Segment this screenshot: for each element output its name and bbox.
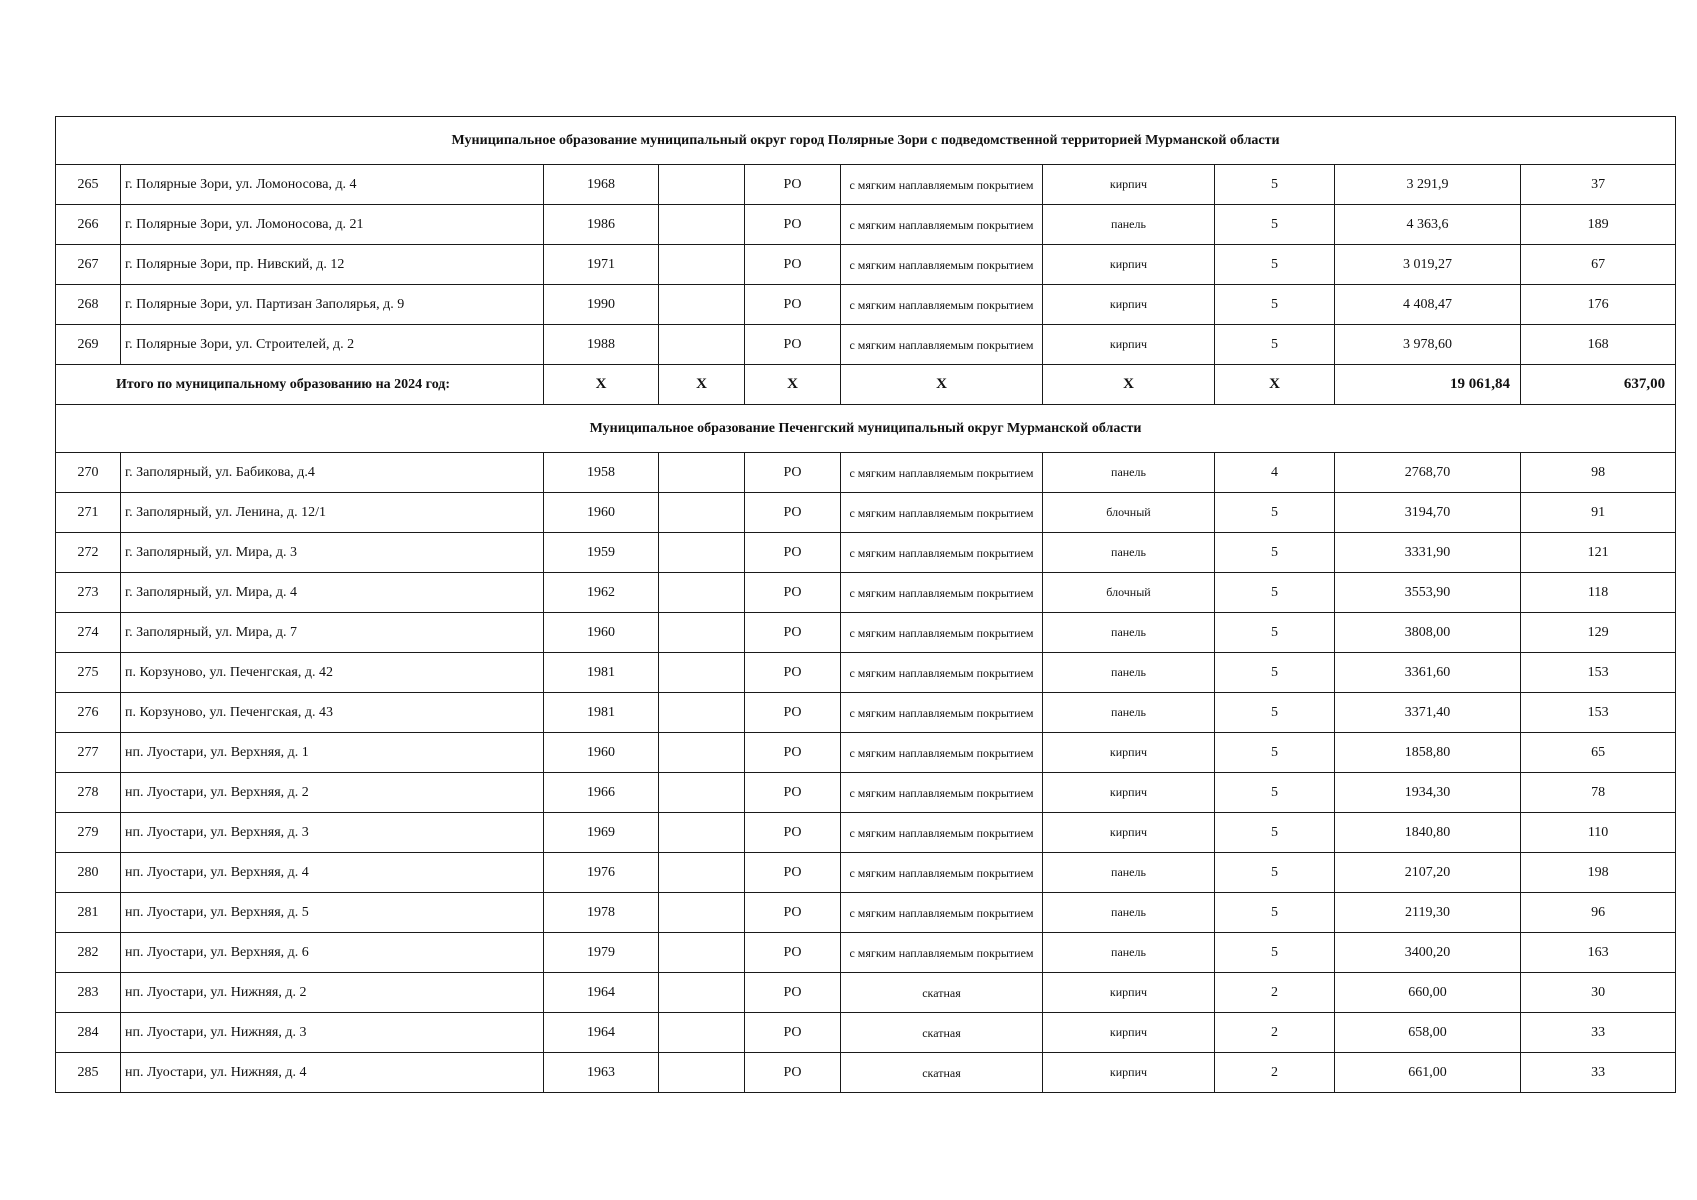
area-cell: 3331,90 bbox=[1335, 533, 1521, 573]
wall-material-cell: кирпич bbox=[1043, 773, 1215, 813]
empty-cell bbox=[659, 653, 745, 693]
residents-cell: 96 bbox=[1521, 893, 1676, 933]
empty-cell bbox=[659, 453, 745, 493]
floors-cell: 5 bbox=[1215, 773, 1335, 813]
area-cell: 3 019,27 bbox=[1335, 245, 1521, 285]
type-cell: РО bbox=[745, 245, 841, 285]
table-body bbox=[56, 117, 1676, 1093]
row-number-cell: 282 bbox=[56, 933, 121, 973]
empty-cell bbox=[659, 165, 745, 205]
residents-cell: 189 bbox=[1521, 205, 1676, 245]
wall-material-cell: панель bbox=[1043, 653, 1215, 693]
row-number-cell: 272 bbox=[56, 533, 121, 573]
wall-material-cell: кирпич bbox=[1043, 1013, 1215, 1053]
table-row bbox=[56, 653, 1676, 693]
year-cell: 1963 bbox=[544, 1053, 659, 1093]
type-cell: РО bbox=[745, 285, 841, 325]
type-cell: РО bbox=[745, 1053, 841, 1093]
table-row bbox=[56, 285, 1676, 325]
residents-cell: 163 bbox=[1521, 933, 1676, 973]
total-area-cell: 19 061,84 bbox=[1335, 365, 1521, 405]
row-number-cell: 283 bbox=[56, 973, 121, 1013]
table-row bbox=[56, 245, 1676, 285]
address-cell: нп. Луостари, ул. Верхняя, д. 4 bbox=[121, 853, 544, 893]
area-cell: 2107,20 bbox=[1335, 853, 1521, 893]
type-cell: РО bbox=[745, 773, 841, 813]
table-row bbox=[56, 933, 1676, 973]
empty-cell bbox=[659, 693, 745, 733]
wall-material-cell: панель bbox=[1043, 205, 1215, 245]
residents-cell: 129 bbox=[1521, 613, 1676, 653]
empty-cell bbox=[659, 325, 745, 365]
table-row bbox=[56, 853, 1676, 893]
year-cell: 1964 bbox=[544, 973, 659, 1013]
type-cell: РО bbox=[745, 165, 841, 205]
address-cell: г. Полярные Зори, ул. Ломоносова, д. 21 bbox=[121, 205, 544, 245]
floors-cell: 5 bbox=[1215, 893, 1335, 933]
table-row bbox=[56, 693, 1676, 733]
floors-cell: 5 bbox=[1215, 533, 1335, 573]
area-cell: 3194,70 bbox=[1335, 493, 1521, 533]
roof-type-cell: с мягким наплавляемым покрытием bbox=[841, 245, 1043, 285]
row-number-cell: 273 bbox=[56, 573, 121, 613]
address-cell: нп. Луостари, ул. Верхняя, д. 5 bbox=[121, 893, 544, 933]
residents-cell: 91 bbox=[1521, 493, 1676, 533]
empty-cell bbox=[659, 813, 745, 853]
type-cell: РО bbox=[745, 613, 841, 653]
residents-cell: 153 bbox=[1521, 653, 1676, 693]
roof-type-cell: с мягким наплавляемым покрытием bbox=[841, 773, 1043, 813]
wall-material-cell: кирпич bbox=[1043, 165, 1215, 205]
roof-type-cell: с мягким наплавляемым покрытием bbox=[841, 325, 1043, 365]
roof-type-cell: с мягким наплавляемым покрытием bbox=[841, 693, 1043, 733]
empty-cell bbox=[659, 933, 745, 973]
empty-cell bbox=[659, 245, 745, 285]
wall-material-cell: панель bbox=[1043, 453, 1215, 493]
empty-cell bbox=[659, 533, 745, 573]
address-cell: п. Корзуново, ул. Печенгская, д. 43 bbox=[121, 693, 544, 733]
floors-cell: 5 bbox=[1215, 325, 1335, 365]
address-cell: г. Заполярный, ул. Ленина, д. 12/1 bbox=[121, 493, 544, 533]
section-header-row bbox=[56, 117, 1676, 165]
table-row bbox=[56, 205, 1676, 245]
area-cell: 3808,00 bbox=[1335, 613, 1521, 653]
table-row bbox=[56, 165, 1676, 205]
empty-cell bbox=[659, 893, 745, 933]
address-cell: г. Заполярный, ул. Мира, д. 3 bbox=[121, 533, 544, 573]
type-cell: РО bbox=[745, 573, 841, 613]
type-cell: РО bbox=[745, 325, 841, 365]
row-number-cell: 278 bbox=[56, 773, 121, 813]
type-cell: РО bbox=[745, 853, 841, 893]
floors-cell: 5 bbox=[1215, 653, 1335, 693]
wall-material-cell: панель bbox=[1043, 933, 1215, 973]
roof-type-cell: с мягким наплавляемым покрытием bbox=[841, 613, 1043, 653]
area-cell: 658,00 bbox=[1335, 1013, 1521, 1053]
row-number-cell: 277 bbox=[56, 733, 121, 773]
type-cell: РО bbox=[745, 1013, 841, 1053]
roof-type-cell: с мягким наплавляемым покрытием bbox=[841, 893, 1043, 933]
wall-material-cell: панель bbox=[1043, 533, 1215, 573]
year-cell: 1960 bbox=[544, 493, 659, 533]
residents-cell: 118 bbox=[1521, 573, 1676, 613]
row-number-cell: 271 bbox=[56, 493, 121, 533]
empty-cell bbox=[659, 1053, 745, 1093]
wall-material-cell: кирпич bbox=[1043, 813, 1215, 853]
empty-cell bbox=[659, 973, 745, 1013]
address-cell: нп. Луостари, ул. Нижняя, д. 3 bbox=[121, 1013, 544, 1053]
table-row bbox=[56, 325, 1676, 365]
address-cell: нп. Луостари, ул. Верхняя, д. 6 bbox=[121, 933, 544, 973]
residents-cell: 30 bbox=[1521, 973, 1676, 1013]
table-row bbox=[56, 1013, 1676, 1053]
area-cell: 3 978,60 bbox=[1335, 325, 1521, 365]
year-cell: 1960 bbox=[544, 613, 659, 653]
floors-cell: 5 bbox=[1215, 205, 1335, 245]
empty-cell bbox=[659, 853, 745, 893]
row-number-cell: 270 bbox=[56, 453, 121, 493]
section-title: Муниципальное образование Печенгский муниципальный округ Мурманской области bbox=[56, 405, 1676, 453]
table-row bbox=[56, 573, 1676, 613]
wall-material-cell: кирпич bbox=[1043, 285, 1215, 325]
residents-cell: 33 bbox=[1521, 1013, 1676, 1053]
table-row bbox=[56, 493, 1676, 533]
floors-cell: 5 bbox=[1215, 245, 1335, 285]
table-row bbox=[56, 773, 1676, 813]
area-cell: 1934,30 bbox=[1335, 773, 1521, 813]
residents-cell: 110 bbox=[1521, 813, 1676, 853]
roof-type-cell: с мягким наплавляемым покрытием bbox=[841, 285, 1043, 325]
row-number-cell: 267 bbox=[56, 245, 121, 285]
wall-material-cell: кирпич bbox=[1043, 1053, 1215, 1093]
type-cell: РО bbox=[745, 933, 841, 973]
row-number-cell: 285 bbox=[56, 1053, 121, 1093]
residents-cell: 176 bbox=[1521, 285, 1676, 325]
wall-material-cell: блочный bbox=[1043, 493, 1215, 533]
table-row bbox=[56, 1053, 1676, 1093]
roof-type-cell: с мягким наплавляемым покрытием bbox=[841, 453, 1043, 493]
type-cell: РО bbox=[745, 973, 841, 1013]
address-cell: г. Полярные Зори, пр. Нивский, д. 12 bbox=[121, 245, 544, 285]
type-cell: РО bbox=[745, 893, 841, 933]
roof-type-cell: скатная bbox=[841, 1053, 1043, 1093]
year-cell: 1978 bbox=[544, 893, 659, 933]
total-mark-cell: X bbox=[1043, 365, 1215, 405]
type-cell: РО bbox=[745, 693, 841, 733]
total-row bbox=[56, 365, 1676, 405]
area-cell: 4 363,6 bbox=[1335, 205, 1521, 245]
wall-material-cell: кирпич bbox=[1043, 245, 1215, 285]
year-cell: 1964 bbox=[544, 1013, 659, 1053]
row-number-cell: 280 bbox=[56, 853, 121, 893]
area-cell: 3 291,9 bbox=[1335, 165, 1521, 205]
area-cell: 2119,30 bbox=[1335, 893, 1521, 933]
area-cell: 2768,70 bbox=[1335, 453, 1521, 493]
row-number-cell: 268 bbox=[56, 285, 121, 325]
wall-material-cell: кирпич bbox=[1043, 973, 1215, 1013]
row-number-cell: 281 bbox=[56, 893, 121, 933]
floors-cell: 5 bbox=[1215, 285, 1335, 325]
row-number-cell: 269 bbox=[56, 325, 121, 365]
floors-cell: 5 bbox=[1215, 165, 1335, 205]
area-cell: 661,00 bbox=[1335, 1053, 1521, 1093]
wall-material-cell: блочный bbox=[1043, 573, 1215, 613]
address-cell: п. Корзуново, ул. Печенгская, д. 42 bbox=[121, 653, 544, 693]
roof-type-cell: с мягким наплавляемым покрытием bbox=[841, 165, 1043, 205]
roof-type-cell: с мягким наплавляемым покрытием bbox=[841, 853, 1043, 893]
floors-cell: 5 bbox=[1215, 733, 1335, 773]
type-cell: РО bbox=[745, 653, 841, 693]
total-mark-cell: X bbox=[841, 365, 1043, 405]
empty-cell bbox=[659, 573, 745, 613]
address-cell: нп. Луостари, ул. Нижняя, д. 2 bbox=[121, 973, 544, 1013]
type-cell: РО bbox=[745, 533, 841, 573]
floors-cell: 5 bbox=[1215, 813, 1335, 853]
residents-cell: 67 bbox=[1521, 245, 1676, 285]
roof-type-cell: скатная bbox=[841, 1013, 1043, 1053]
empty-cell bbox=[659, 733, 745, 773]
floors-cell: 2 bbox=[1215, 1013, 1335, 1053]
residents-cell: 37 bbox=[1521, 165, 1676, 205]
roof-type-cell: с мягким наплавляемым покрытием bbox=[841, 205, 1043, 245]
total-mark-cell: X bbox=[745, 365, 841, 405]
residents-cell: 78 bbox=[1521, 773, 1676, 813]
floors-cell: 5 bbox=[1215, 693, 1335, 733]
roof-type-cell: с мягким наплавляемым покрытием bbox=[841, 573, 1043, 613]
row-number-cell: 284 bbox=[56, 1013, 121, 1053]
type-cell: РО bbox=[745, 813, 841, 853]
row-number-cell: 274 bbox=[56, 613, 121, 653]
year-cell: 1990 bbox=[544, 285, 659, 325]
address-cell: г. Заполярный, ул. Мира, д. 4 bbox=[121, 573, 544, 613]
type-cell: РО bbox=[745, 205, 841, 245]
floors-cell: 4 bbox=[1215, 453, 1335, 493]
year-cell: 1981 bbox=[544, 653, 659, 693]
year-cell: 1979 bbox=[544, 933, 659, 973]
year-cell: 1971 bbox=[544, 245, 659, 285]
address-cell: г. Полярные Зори, ул. Ломоносова, д. 4 bbox=[121, 165, 544, 205]
residents-cell: 98 bbox=[1521, 453, 1676, 493]
area-cell: 1840,80 bbox=[1335, 813, 1521, 853]
empty-cell bbox=[659, 285, 745, 325]
residents-cell: 153 bbox=[1521, 693, 1676, 733]
total-mark-cell: X bbox=[659, 365, 745, 405]
address-cell: нп. Луостари, ул. Нижняя, д. 4 bbox=[121, 1053, 544, 1093]
empty-cell bbox=[659, 1013, 745, 1053]
area-cell: 3371,40 bbox=[1335, 693, 1521, 733]
floors-cell: 5 bbox=[1215, 493, 1335, 533]
roof-type-cell: с мягким наплавляемым покрытием bbox=[841, 493, 1043, 533]
floors-cell: 5 bbox=[1215, 613, 1335, 653]
table-row bbox=[56, 893, 1676, 933]
address-cell: г. Заполярный, ул. Мира, д. 7 bbox=[121, 613, 544, 653]
row-number-cell: 266 bbox=[56, 205, 121, 245]
wall-material-cell: панель bbox=[1043, 893, 1215, 933]
table-row bbox=[56, 453, 1676, 493]
total-label: Итого по муниципальному образованию на 2024 год: bbox=[56, 365, 544, 405]
area-cell: 3553,90 bbox=[1335, 573, 1521, 613]
empty-cell bbox=[659, 493, 745, 533]
wall-material-cell: панель bbox=[1043, 693, 1215, 733]
table-row bbox=[56, 733, 1676, 773]
section-title: Муниципальное образование муниципальный округ город Полярные Зори с подведомственной территорией Мурманской области bbox=[56, 117, 1676, 165]
table-row bbox=[56, 813, 1676, 853]
table-row bbox=[56, 613, 1676, 653]
empty-cell bbox=[659, 773, 745, 813]
residents-cell: 168 bbox=[1521, 325, 1676, 365]
empty-cell bbox=[659, 613, 745, 653]
year-cell: 1969 bbox=[544, 813, 659, 853]
type-cell: РО bbox=[745, 453, 841, 493]
table-row bbox=[56, 533, 1676, 573]
residents-cell: 33 bbox=[1521, 1053, 1676, 1093]
row-number-cell: 279 bbox=[56, 813, 121, 853]
year-cell: 1968 bbox=[544, 165, 659, 205]
roof-type-cell: с мягким наплавляемым покрытием bbox=[841, 733, 1043, 773]
area-cell: 660,00 bbox=[1335, 973, 1521, 1013]
total-mark-cell: X bbox=[544, 365, 659, 405]
area-cell: 3400,20 bbox=[1335, 933, 1521, 973]
type-cell: РО bbox=[745, 733, 841, 773]
total-residents-cell: 637,00 bbox=[1521, 365, 1676, 405]
floors-cell: 2 bbox=[1215, 1053, 1335, 1093]
floors-cell: 2 bbox=[1215, 973, 1335, 1013]
year-cell: 1958 bbox=[544, 453, 659, 493]
year-cell: 1966 bbox=[544, 773, 659, 813]
roof-type-cell: с мягким наплавляемым покрытием bbox=[841, 533, 1043, 573]
year-cell: 1981 bbox=[544, 693, 659, 733]
area-cell: 1858,80 bbox=[1335, 733, 1521, 773]
address-cell: г. Полярные Зори, ул. Строителей, д. 2 bbox=[121, 325, 544, 365]
roof-type-cell: с мягким наплавляемым покрытием bbox=[841, 653, 1043, 693]
type-cell: РО bbox=[745, 493, 841, 533]
address-cell: нп. Луостари, ул. Верхняя, д. 3 bbox=[121, 813, 544, 853]
wall-material-cell: панель bbox=[1043, 613, 1215, 653]
wall-material-cell: кирпич bbox=[1043, 325, 1215, 365]
table-row bbox=[56, 973, 1676, 1013]
address-cell: нп. Луостари, ул. Верхняя, д. 2 bbox=[121, 773, 544, 813]
area-cell: 3361,60 bbox=[1335, 653, 1521, 693]
residents-cell: 121 bbox=[1521, 533, 1676, 573]
year-cell: 1959 bbox=[544, 533, 659, 573]
year-cell: 1962 bbox=[544, 573, 659, 613]
row-number-cell: 276 bbox=[56, 693, 121, 733]
row-number-cell: 265 bbox=[56, 165, 121, 205]
address-cell: г. Полярные Зори, ул. Партизан Заполярья, д. 9 bbox=[121, 285, 544, 325]
year-cell: 1988 bbox=[544, 325, 659, 365]
roof-type-cell: с мягким наплавляемым покрытием bbox=[841, 813, 1043, 853]
floors-cell: 5 bbox=[1215, 933, 1335, 973]
section-header-row bbox=[56, 405, 1676, 453]
roof-type-cell: скатная bbox=[841, 973, 1043, 1013]
row-number-cell: 275 bbox=[56, 653, 121, 693]
address-cell: г. Заполярный, ул. Бабикова, д.4 bbox=[121, 453, 544, 493]
year-cell: 1986 bbox=[544, 205, 659, 245]
housing-registry-table bbox=[55, 116, 1676, 1093]
floors-cell: 5 bbox=[1215, 573, 1335, 613]
year-cell: 1960 bbox=[544, 733, 659, 773]
area-cell: 4 408,47 bbox=[1335, 285, 1521, 325]
residents-cell: 65 bbox=[1521, 733, 1676, 773]
roof-type-cell: с мягким наплавляемым покрытием bbox=[841, 933, 1043, 973]
floors-cell: 5 bbox=[1215, 853, 1335, 893]
total-mark-cell: X bbox=[1215, 365, 1335, 405]
wall-material-cell: кирпич bbox=[1043, 733, 1215, 773]
year-cell: 1976 bbox=[544, 853, 659, 893]
residents-cell: 198 bbox=[1521, 853, 1676, 893]
wall-material-cell: панель bbox=[1043, 853, 1215, 893]
empty-cell bbox=[659, 205, 745, 245]
address-cell: нп. Луостари, ул. Верхняя, д. 1 bbox=[121, 733, 544, 773]
